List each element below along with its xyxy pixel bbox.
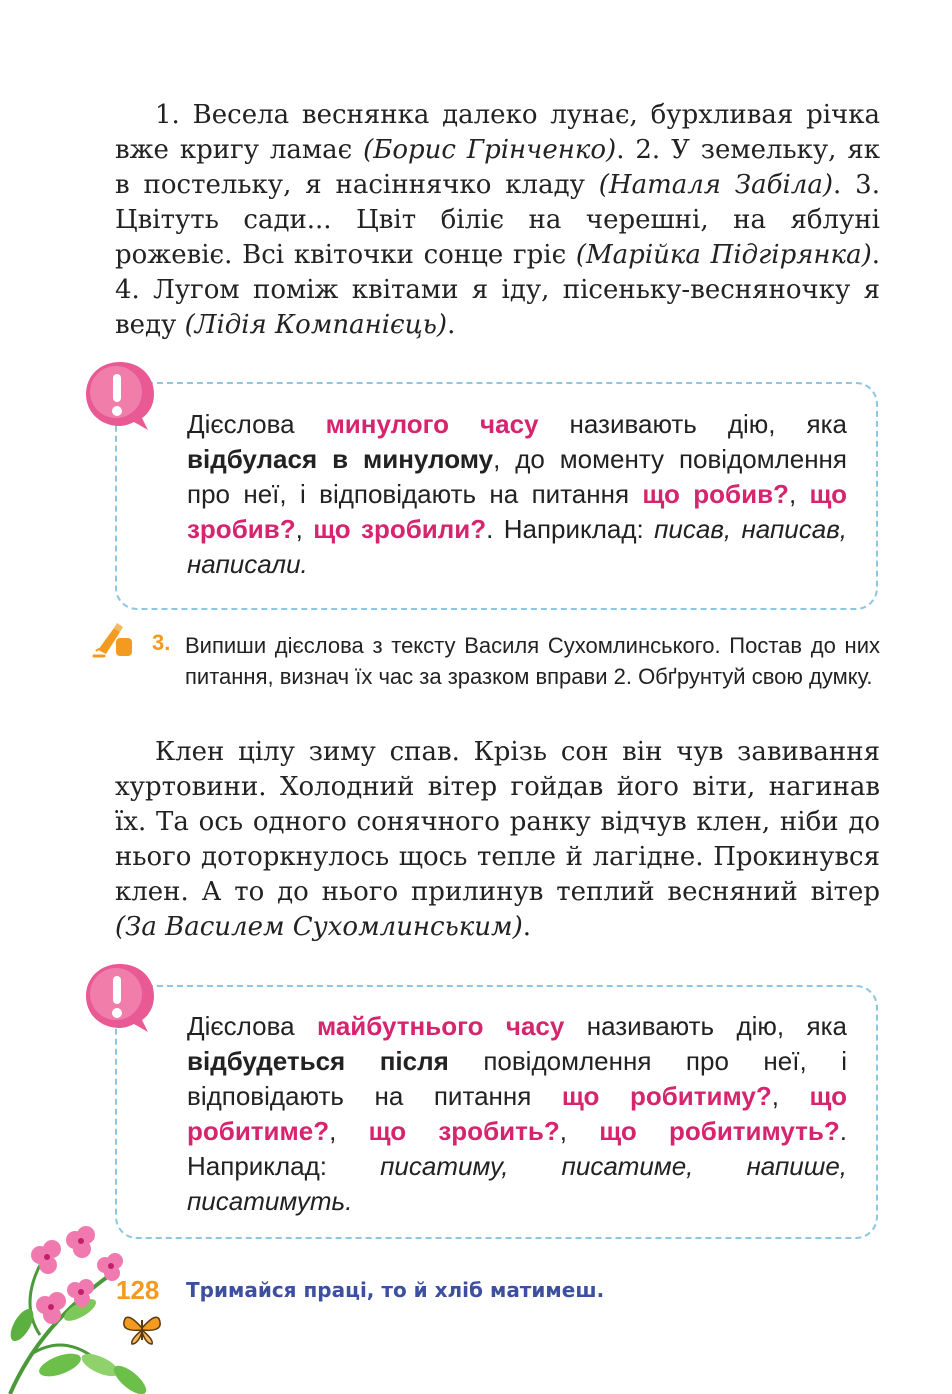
- butterfly-icon: [120, 1310, 164, 1346]
- question-term: що зробив?: [187, 479, 848, 544]
- writing-hand-icon: [92, 620, 136, 660]
- author-credit: (Марійка Підгірянка): [575, 240, 872, 270]
- text-segment: Дієслова: [187, 409, 326, 439]
- exclamation-badge-icon: [82, 358, 158, 434]
- example-words: писав, написав, написали.: [187, 514, 847, 579]
- task-instruction: Випиши дієслова з тексту Василя Сухомлинського. Постав до них питання, визнач їх час за зразком вправи 2. Обґрунтуй свою думку.: [185, 633, 880, 689]
- bold-term: відбудеться після: [187, 1046, 449, 1076]
- text-segment: повідомлення про неї, і відповідають на питання: [187, 1046, 847, 1111]
- text-segment: ,: [559, 1116, 600, 1146]
- question-term: що зробили?: [313, 514, 487, 544]
- author-credit: (Наталя Забіла): [598, 170, 834, 200]
- exclamation-badge-icon: [82, 960, 158, 1036]
- rule-text-future-tense: [187, 1009, 847, 1219]
- text-segment: . Наприклад:: [486, 514, 655, 544]
- question-term: що робитиме?: [187, 1081, 847, 1146]
- question-term: що робив?: [642, 479, 789, 509]
- task-number: 3.: [152, 630, 171, 655]
- poem-quotes-paragraph: [115, 98, 880, 343]
- text-segment: ,: [788, 479, 810, 509]
- text-segment: . 3. Цвітуть сади... Цвіт біліє на черешні, на яблуні рожевіє. Всі квіточки сонце гріє: [115, 170, 880, 270]
- bold-term: відбулася в минулому: [187, 444, 494, 474]
- text-segment: ,: [771, 1081, 810, 1111]
- sukhomlynsky-text-paragraph: [115, 735, 880, 945]
- text-segment: Клен цілу зиму спав. Крізь сон він чув завивання хуртовини. Холодний вітер гойдав його віти, нагинав їх. Та ось одного сонячного ранку відчув клен, ніби до нього доторкнулось щось тепле й лагідне. Прокинувся клен. А то до нього прилинув теплий весняний вітер: [115, 737, 880, 907]
- text-segment: називають дію, яка: [564, 1011, 847, 1041]
- highlight-term: минулого часу: [325, 409, 539, 439]
- question-term: що робитимуть?: [599, 1116, 840, 1146]
- text-segment: .: [522, 912, 532, 942]
- text-segment: , до моменту повідомлення про неї, і відповідають на питання: [187, 444, 847, 509]
- footer-proverb: Тримайся праці, то й хліб матимеш.: [186, 1278, 605, 1302]
- text-segment: Дієслова: [187, 1011, 317, 1041]
- text-segment: . 2. У земельку, як в постельку, я насіннячко кладу: [115, 135, 881, 200]
- text-segment: називають дію, яка: [538, 409, 847, 439]
- author-credit: (Борис Грінченко): [363, 135, 617, 165]
- page-number: 128: [116, 1275, 160, 1305]
- text-segment: . 4. Лугом поміж квітами я іду, пісеньку-весняночку я веду: [115, 240, 880, 340]
- text-segment: . Наприклад:: [187, 1116, 848, 1181]
- example-words: писатиму, писатиме, напише, писатимуть.: [187, 1151, 848, 1216]
- question-term: що зробить?: [368, 1116, 560, 1146]
- text-segment: ,: [295, 514, 314, 544]
- text-segment: .: [447, 310, 456, 340]
- highlight-term: майбутнього часу: [316, 1011, 565, 1041]
- author-credit: (За Василем Сухомлинським): [115, 912, 523, 942]
- text-segment: 1. Весела веснянка далеко лунає, бурхливая річка вже кригу ламає: [115, 100, 880, 165]
- rule-text-past-tense: [187, 407, 847, 582]
- question-term: що робитиму?: [561, 1081, 772, 1111]
- author-credit: (Лідія Компанієць): [184, 310, 448, 340]
- text-segment: ,: [329, 1116, 369, 1146]
